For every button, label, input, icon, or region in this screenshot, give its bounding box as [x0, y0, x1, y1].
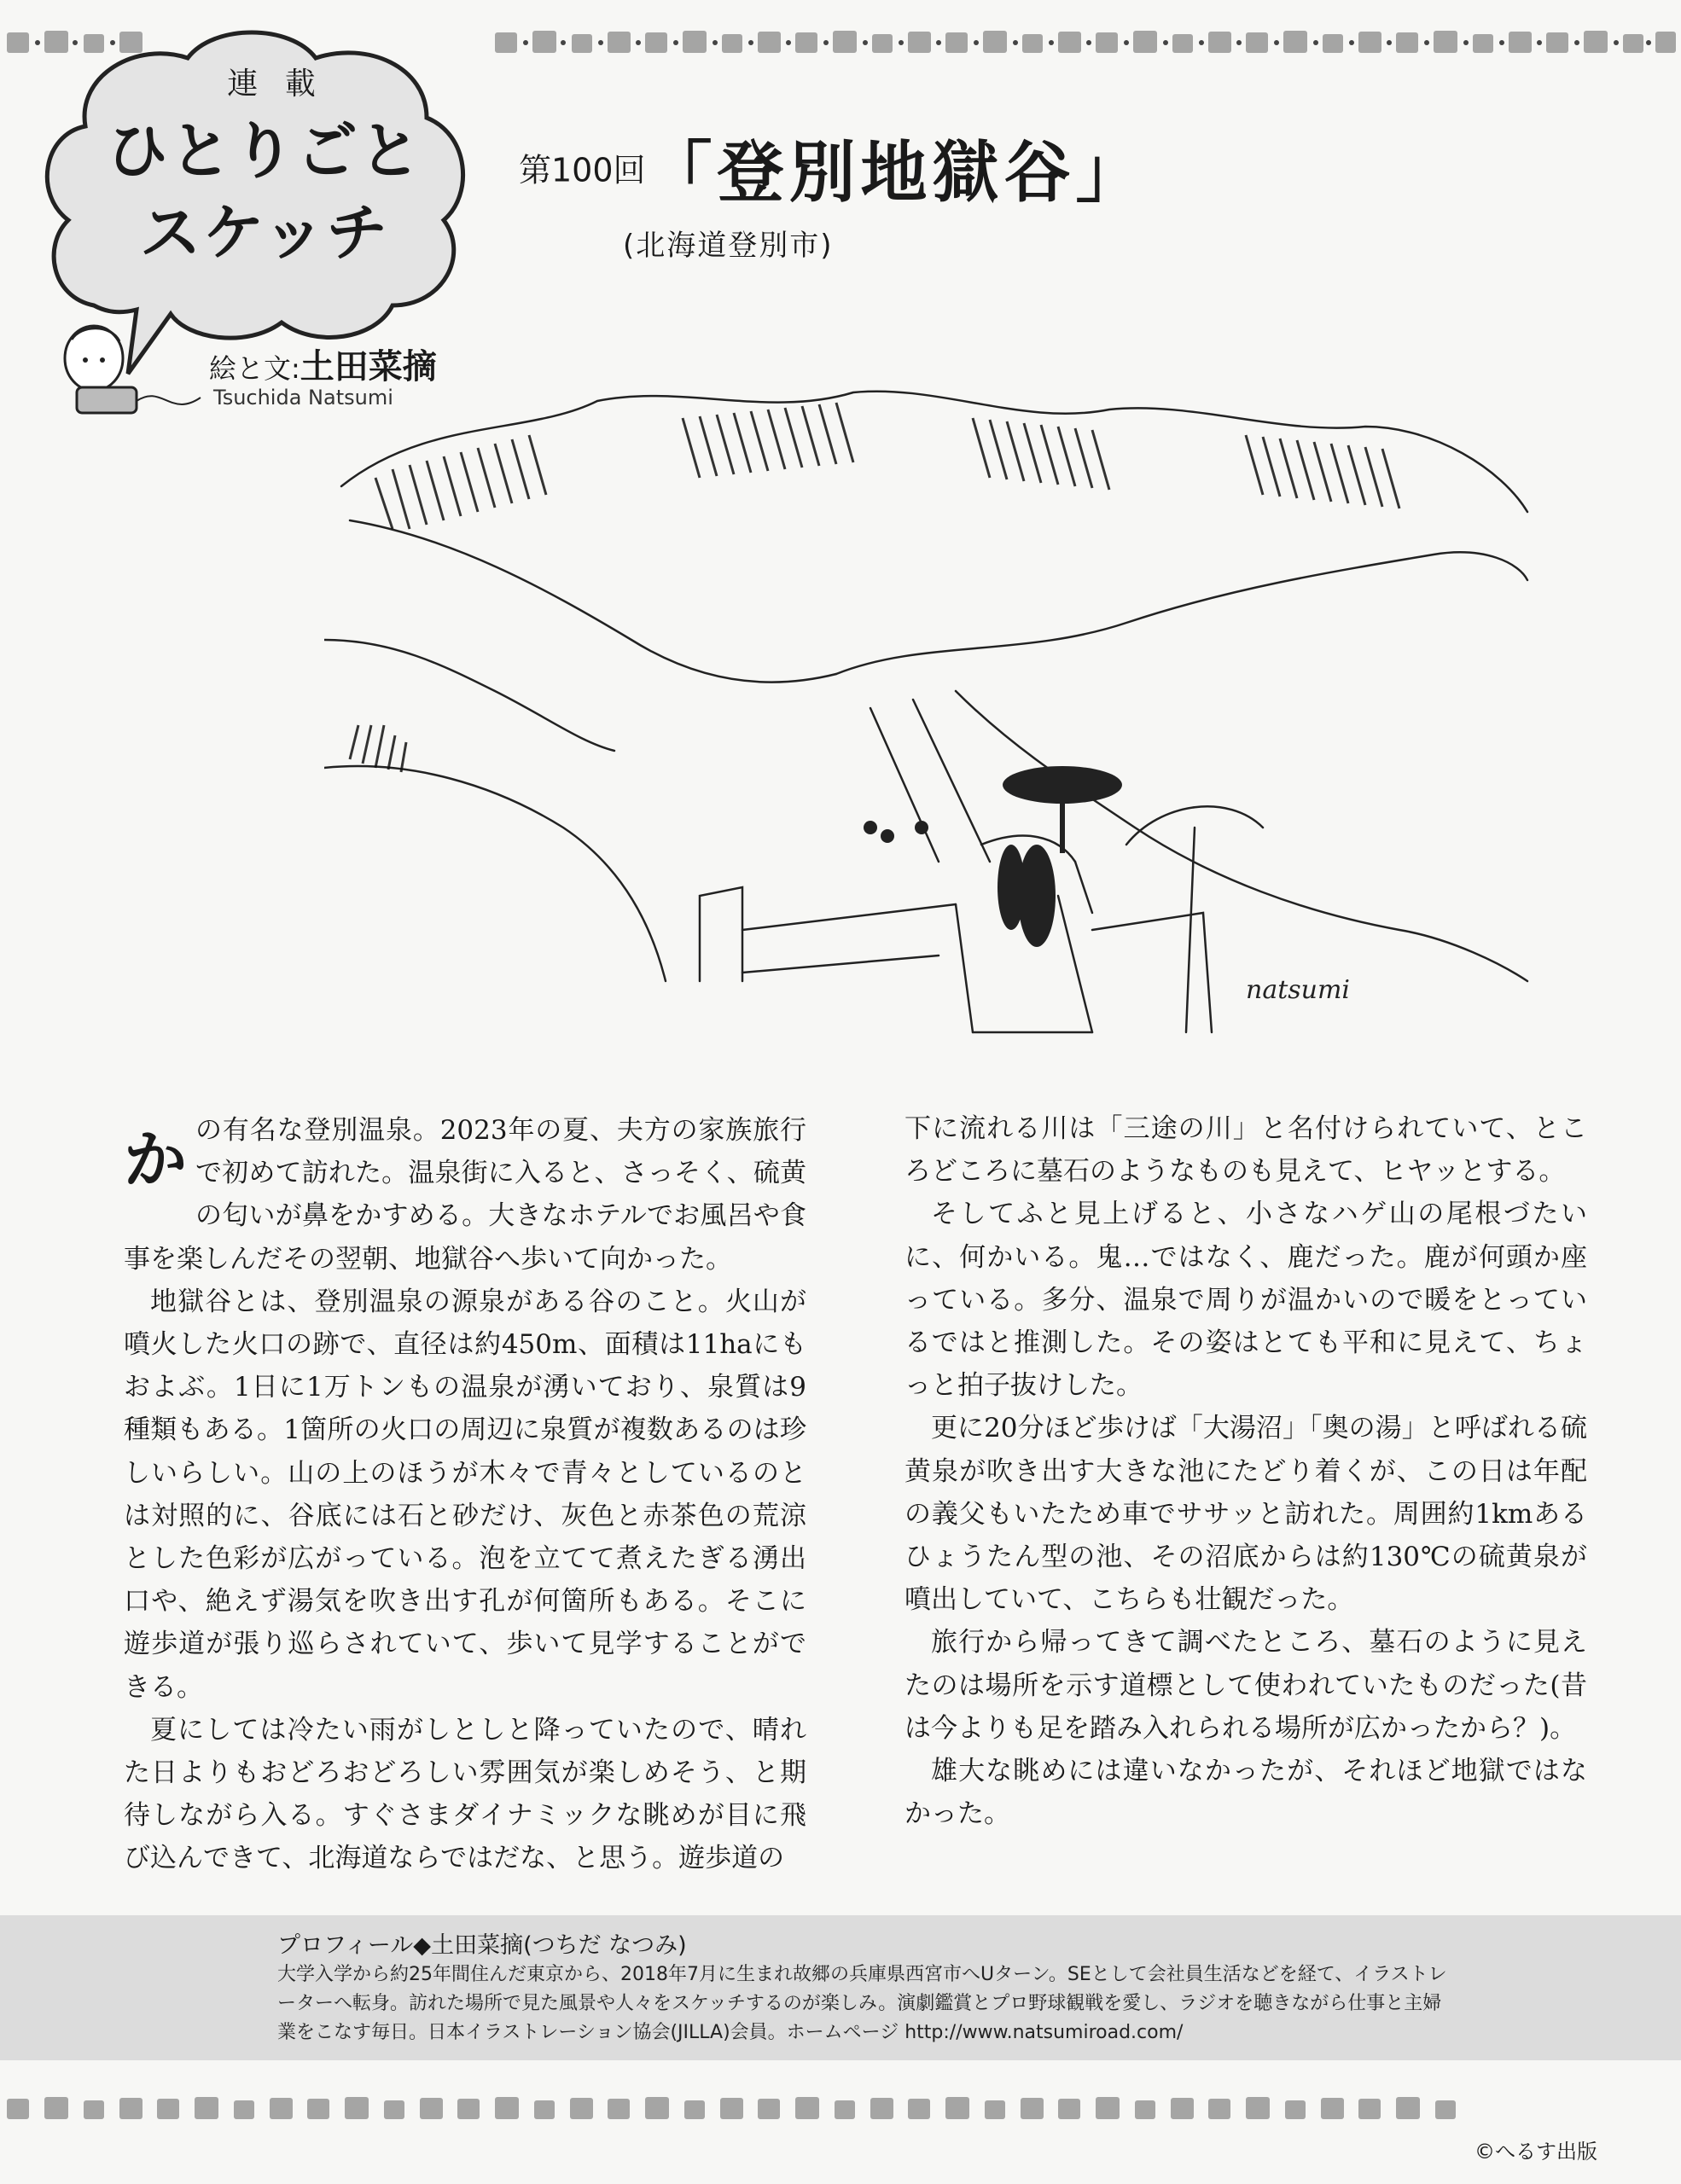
sketch-signature: natsumi: [1246, 975, 1351, 1005]
article-heading: [519, 119, 1148, 215]
article-column-left: [124, 1109, 806, 1880]
author-roman-name: Tsuchida Natsumi: [213, 386, 393, 410]
serial-label: 連 載: [227, 67, 324, 102]
bottom-stamp-border: [0, 2090, 1681, 2128]
episode-number: 第100回: [519, 151, 646, 189]
article-paragraph: 旅行から帰ってきて調べたところ、墓石のように見えたのは場所を示す道標として使われていたものだった(昔は今よりも足を踏み入れられる場所が広かったから？)。: [904, 1627, 1587, 1744]
author-prefix: 絵と文:: [209, 352, 300, 385]
article-column-right: [904, 1107, 1587, 1835]
article-paragraph: そしてふと見上げると、小さなハゲ山の尾根づたいに、何かいる。鬼…ではなく、鹿だった。鹿が何頭か座っている。多分、温泉で周りが温かいので暖をとっているではと推測した。その姿はとても平和に見えて、ちょっと拍子抜けした。: [904, 1199, 1587, 1402]
column-title: ひとりごと スケッチ: [106, 115, 422, 269]
column-title-block: [68, 60, 461, 274]
profile-heading: プロフィール◆土田菜摘(つちだ なつみ): [277, 1932, 687, 1959]
profile-body: 大学入学から約25年間住んだ東京から、2018年7月に生まれ故郷の兵庫県西宮市へUターン。SEとして会社員生活などを経て、イラストレーターへ転身。訪れた場所で見た風景や人々をスケッチするのが楽しみ。演劇鑑賞とプロ野球観戦を愛し、ラジオを聴きながら仕事と主婦業をこなす毎日。日本イラストレーション協会(JILLA)会員。ホームページ http://www.natsumiroad.com/: [277, 1964, 1447, 2043]
article-paragraph: 雄大な眺めには違いなかったが、それほど地獄ではなかった。: [904, 1756, 1587, 1830]
author-doodle-icon: [34, 316, 205, 427]
article-paragraph: 夏にしては冷たい雨がしとしと降っていたので、晴れた日よりもおどろおどろしい雰囲気が楽しめそう、と期待しながら入る。すぐさまダイナミックな眺めが目に飛び込んできて、北海道ならではだな、と思う。遊歩道の: [124, 1714, 806, 1874]
copyright: ©へるす出版: [1475, 2140, 1597, 2164]
article-paragraph: 地獄谷とは、登別温泉の源泉がある谷のこと。火山が噴火した火口の跡で、直径は約450m、面積は11haにもおよぶ。1日に1万トンもの温泉が湧いており、泉質は9種類もある。1箇所の火口の周辺に泉質が複数あるのは珍しいらしい。山の上のほうが木々で青々としているのとは対照的に、谷底には石と砂だけ、灰色と赤茶色の荒涼とした色彩が広がっている。泡を立てて煮えたぎる湧出口や、絶えず湯気を吹き出す孔が何箇所もある。そこに遊歩道が張り巡らされていて、歩いて見学することができる。: [124, 1286, 806, 1703]
article-paragraph: 更に20分ほど歩けば「大湯沼」「奥の湯」と呼ばれる硫黄泉が吹き出す大きな池にたどり着くが、この日は年配の義父もいたため車でササッと訪れた。周囲約1kmあるひょうたん型の池、その沼底からは約130℃の硫黄泉が噴出していて、こちらも壮観だった。: [904, 1413, 1587, 1616]
article-paragraph: 下に流れる川は「三途の川」と名付けられていて、ところどころに墓石のようなものも見えて、ヒヤッとする。: [904, 1113, 1587, 1188]
author-name: 土田菜摘: [300, 347, 437, 386]
page-title: 「登別地獄谷」: [645, 134, 1148, 212]
author-credit: [209, 340, 437, 388]
dropcap: か: [124, 1124, 187, 1197]
article-paragraph: の有名な登別温泉。2023年の夏、夫方の家族旅行で初めて訪れた。温泉街に入ると、さっそく、硫黄の匂いが鼻をかすめる。大きなホテルでお風呂や食事を楽しんだその翌朝、地獄谷へ歩いて向かった。: [124, 1115, 806, 1275]
location-subtitle: (北海道登別市): [623, 229, 834, 263]
jigokudani-sketch-illustration: [324, 384, 1536, 1049]
